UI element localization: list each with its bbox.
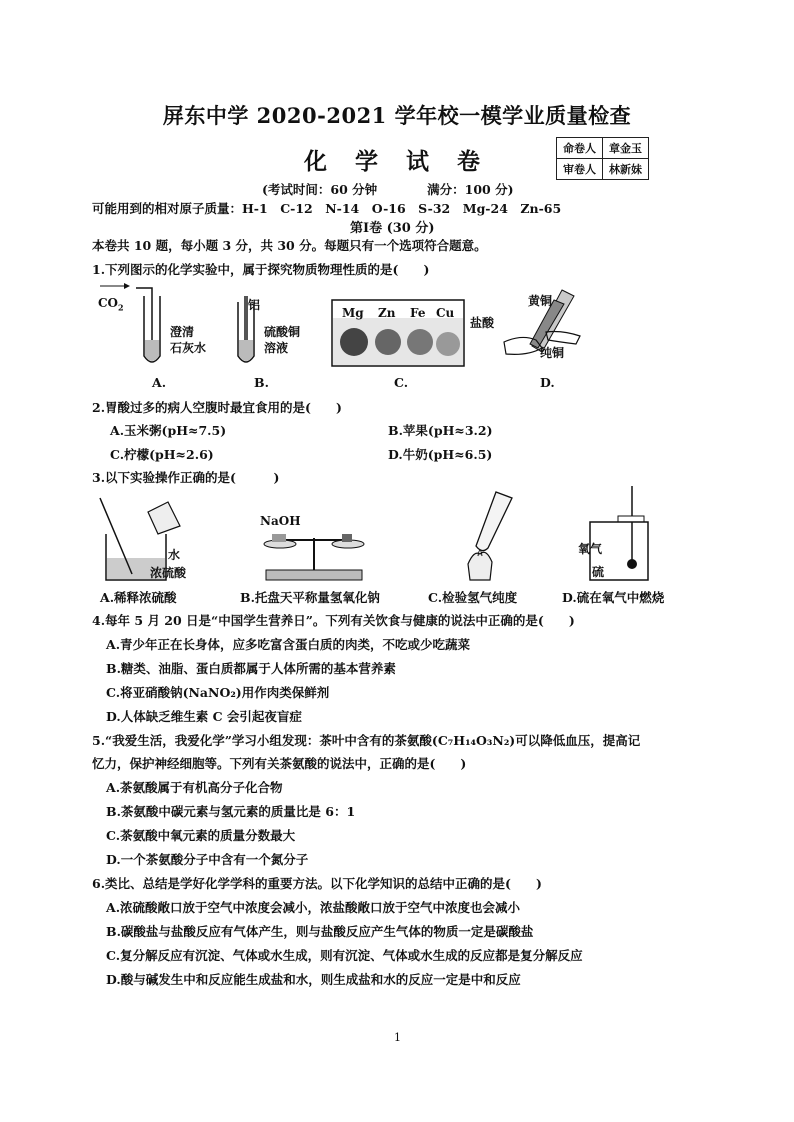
q1-option-d: D. — [540, 375, 555, 390]
bottle-cap — [618, 516, 644, 522]
co2-label: $CO_2$ — [98, 296, 124, 313]
q5-stem-line2: 忆力，保护神经细胞等。下列有关茶氨酸的说法中，正确的是( ) — [92, 756, 467, 771]
naoh-label: NaOH — [260, 514, 301, 528]
metal-label-zn: Zn — [378, 306, 396, 320]
q5-option-a: A.茶氨酸属于有机高分子化合物 — [106, 780, 283, 795]
burning-sulfur — [627, 559, 637, 569]
q4-stem: 4.每年 5 月 20 日是“中国学生营养日”。下列有关饮食与健康的说法中正确的是( ) — [92, 613, 575, 628]
page-number: 1 — [394, 1031, 401, 1044]
q2-option-b: B.苹果(pH≈3.2) — [388, 423, 493, 438]
alcohol-lamp — [468, 552, 492, 580]
staff-row — [557, 159, 649, 180]
metal-label-fe: Fe — [410, 306, 426, 320]
oxygen-label: 氧气 — [578, 542, 603, 556]
staff-role: 命卷人 — [557, 138, 603, 159]
weight-icon — [342, 534, 352, 542]
q4-option-b: B.糖类、油脂、蛋白质都属于人体所需的基本营养素 — [106, 661, 396, 676]
pouring-beaker — [148, 502, 180, 534]
cu-character-icon — [436, 332, 460, 356]
conc-sulfuric-label: 浓硫酸 — [150, 566, 187, 580]
limewater — [145, 340, 159, 361]
zn-character-icon — [375, 329, 401, 355]
aluminum-label: 铝 — [248, 298, 261, 312]
q5-option-b: B.茶氨酸中碳元素与氢元素的质量比是 6：1 — [106, 804, 356, 819]
atomic-masses: 可能用到的相对原子质量：H-1 C-12 N-14 O-16 S-32 Mg-24 Zn-65 — [92, 201, 562, 216]
q6-stem: 6.类比、总结是学好化学学科的重要方法。以下化学知识的总结中正确的是( ) — [92, 876, 542, 891]
staff-table — [556, 137, 649, 180]
q4-option-c: C.将亚硝酸钠(NaNO₂)用作肉类保鲜剂 — [106, 685, 330, 700]
limewater-label: 澄清 石灰水 — [170, 325, 207, 355]
q6-option-a: A.浓硫酸敞口放于空气中浓度会减小，浓盐酸敞口放于空气中浓度也会减小 — [106, 900, 521, 915]
q2-stem: 2.胃酸过多的病人空腹时最宜食用的是( ) — [92, 400, 342, 415]
q1-option-c: C. — [394, 375, 409, 390]
q3-stem: 3.以下实验操作正确的是( ) — [92, 470, 280, 485]
q3-figure-d — [578, 484, 658, 584]
q6-option-d: D.酸与碱发生中和反应能生成盐和水，则生成盐和水的反应一定是中和反应 — [106, 972, 521, 987]
metal-label-cu: Cu — [436, 306, 455, 320]
q5-option-d: D.一个茶氨酸分子中含有一个氮分子 — [106, 852, 309, 867]
q2-option-a: A.玉米粥(pH≈7.5) — [110, 423, 227, 438]
naoh-sample — [272, 534, 286, 542]
q4-option-d: D.人体缺乏维生素 C 会引起夜盲症 — [106, 709, 302, 724]
metal-label-mg: Mg — [342, 306, 364, 320]
q5-option-c: C.茶氨酸中氧元素的质量分数最大 — [106, 828, 296, 843]
q3-option-b: B.托盘天平称量氢氧化钠 — [240, 590, 380, 605]
q6-option-b: B.碳酸盐与盐酸反应有气体产生，则与盐酸反应产生气体的物质一定是碳酸盐 — [106, 924, 534, 939]
staff-role: 审卷人 — [557, 159, 603, 180]
staff-name: 林新妹 — [603, 159, 649, 180]
q5-stem-line1: 5.“我爱生活，我爱化学”学习小组发现：茶叶中含有的茶氨酸(C₇H₁₄O₃N₂)可以降低血压，提高记 — [92, 733, 641, 748]
copper-sulfate-solution — [239, 340, 253, 361]
q3-option-c: C.检验氢气纯度 — [428, 590, 518, 605]
q3-option-d: D.硫在氧气中燃烧 — [562, 590, 665, 605]
sulfur-label: 硫 — [592, 565, 605, 579]
q1-option-a: A. — [152, 375, 167, 390]
copper-sulfate-label: 硫酸铜 溶液 — [264, 325, 301, 355]
pure-copper-label: 纯铜 — [540, 346, 565, 360]
fe-character-icon — [407, 329, 433, 355]
q1-stem: 1.下列图示的化学实验中，属于探究物质物理性质的是( ) — [92, 262, 430, 277]
q2-option-c: C.柠檬(pH≈2.6) — [110, 447, 214, 462]
q3-option-a: A.稀释浓硫酸 — [100, 590, 177, 605]
instructions: 本卷共 10 题，每小题 3 分，共 30 分。每题只有一个选项符合题意。 — [92, 238, 487, 253]
q4-option-a: A.青少年正在长身体，应多吃富含蛋白质的肉类，不吃或少吃蔬菜 — [106, 637, 471, 652]
part-title: 第Ⅰ卷 (30 分) — [350, 221, 435, 236]
acid-label: 盐酸 — [470, 316, 495, 330]
q3-figure-c — [452, 490, 522, 586]
q2-option-d: D.牛奶(pH≈6.5) — [388, 447, 493, 462]
arrow-head — [124, 283, 130, 289]
staff-name: 章金玉 — [603, 138, 649, 159]
balance-base — [266, 570, 362, 580]
exam-subtitle: 化 学 试 卷 — [303, 148, 491, 175]
q1-option-b: B. — [254, 375, 269, 390]
q6-option-c: C.复分解反应有沉淀、气体或水生成，则有沉淀、气体或水生成的反应都是复分解反应 — [106, 948, 583, 963]
exam-title: 屏东中学 2020-2021 学年校一模学业质量检查 — [162, 103, 632, 128]
exam-info: (考试时间：60 分钟 满分：100 分) — [262, 182, 514, 197]
mg-character-icon — [340, 328, 368, 356]
staff-row — [557, 138, 649, 159]
water-label: 水 — [168, 548, 181, 562]
brass-label: 黄铜 — [528, 294, 553, 308]
test-tube — [476, 492, 512, 551]
